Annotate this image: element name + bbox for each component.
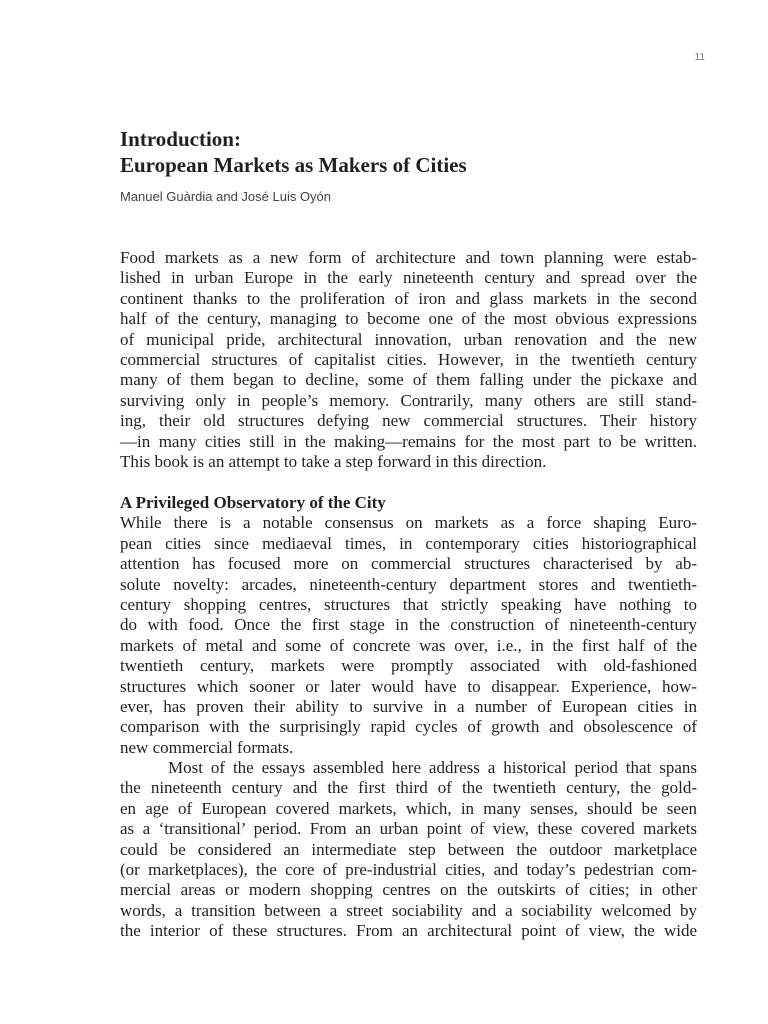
text-line: While there is a notable consensus on markets as a force shaping Euro- — [120, 513, 697, 533]
text-line: Most of the essays assembled here address a historical period that spans — [168, 758, 697, 778]
text-line: twentieth century, markets were promptly associated with old-fashioned — [120, 656, 697, 676]
text-line: comparison with the surprisingly rapid cycles of growth and obsolescence of — [120, 717, 697, 737]
text-line: This book is an attempt to take a step forward in this direction. — [120, 451, 547, 471]
text-line: the nineteenth century and the first third of the twentieth century, the gold- — [120, 778, 697, 798]
text-line: new commercial formats. — [120, 737, 294, 757]
text-line: solute novelty: arcades, nineteenth-century department stores and twentieth- — [120, 574, 697, 594]
text-line: the interior of these structures. From an architectural point of view, the wide — [120, 921, 697, 941]
authors: Manuel Guàrdia and José Luis Oyón — [120, 189, 332, 204]
text-line: pean cities since mediaeval times, in contemporary cities historiographical — [120, 533, 697, 553]
text-line: surviving only in people’s memory. Contrarily, many others are still stand- — [120, 390, 697, 410]
text-line: mercial areas or modern shopping centres on the outskirts of cities; in other — [120, 880, 697, 900]
page-title — [120, 126, 700, 178]
intro-paragraph — [120, 248, 697, 472]
text-line: do with food. Once the first stage in the construction of nineteenth-century — [120, 615, 697, 635]
text-line: of municipal pride, architectural innovation, urban renovation and the new — [120, 329, 697, 349]
text-line: could be considered an intermediate step between the outdoor marketplace — [120, 839, 697, 859]
text-line: structures which sooner or later would have to disappear. Experience, how- — [120, 676, 697, 696]
text-line: continent thanks to the proliferation of iron and glass markets in the second — [120, 288, 697, 308]
text-line: —in many cities still in the making—remains for the most part to be written. — [120, 431, 697, 451]
text-line: many of them began to decline, some of them falling under the pickaxe and — [120, 370, 697, 390]
text-line: half of the century, managing to become one of the most obvious expressions — [120, 309, 697, 329]
page-number: 11 — [694, 52, 705, 63]
title-line-2: European Markets as Makers of Cities — [120, 153, 467, 177]
text-line: Food markets as a new form of architecture and town planning were estab- — [120, 248, 697, 267]
title-line-1: Introduction: — [120, 127, 241, 151]
text-line: (or marketplaces), the core of pre-industrial cities, and today’s pedestrian com- — [120, 860, 697, 880]
text-line: commercial structures of capitalist cities. However, in the twentieth century — [120, 349, 697, 369]
text-line: en age of European covered markets, which, in many senses, should be seen — [120, 798, 697, 818]
text-line: words, a transition between a street sociability and a sociability welcomed by — [120, 900, 697, 920]
text-line: century shopping centres, structures that strictly speaking have nothing to — [120, 594, 697, 614]
text-line: attention has focused more on commercial structures characterised by ab- — [120, 554, 697, 574]
text-line: ing, their old structures defying new commercial structures. Their history — [120, 411, 697, 431]
section-privileged-observatory — [120, 493, 697, 942]
section-heading: A Privileged Observatory of the City — [120, 493, 386, 512]
text-line: lished in urban Europe in the early nineteenth century and spread over the — [120, 268, 697, 288]
text-line: markets of metal and some of concrete was over, i.e., in the first half of the — [120, 635, 697, 655]
text-line: ever, has proven their ability to survive in a number of European cities in — [120, 696, 697, 716]
text-line: as a ‘transitional’ period. From an urban point of view, these covered markets — [120, 819, 697, 839]
